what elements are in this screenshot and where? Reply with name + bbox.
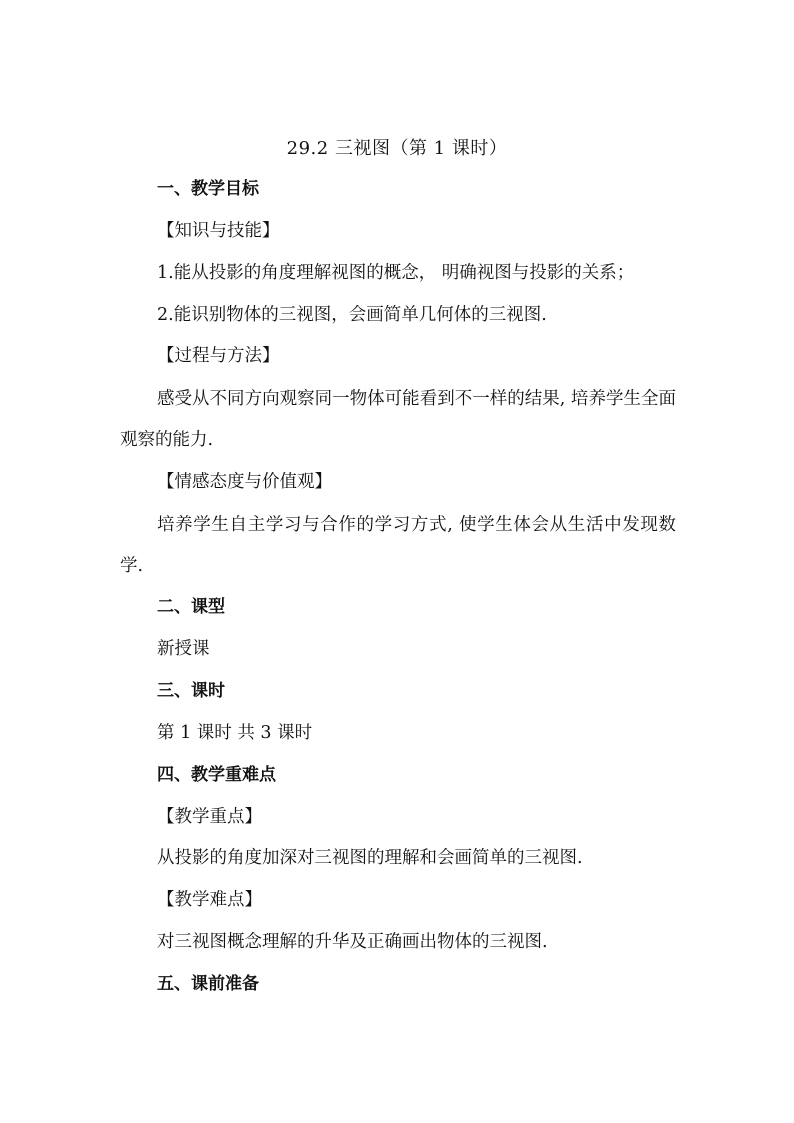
section-heading-key-points: 四、教学重难点 bbox=[157, 765, 276, 785]
section-heading-preparation: 五、课前准备 bbox=[157, 974, 259, 994]
section-heading-lesson-type: 二、课型 bbox=[157, 597, 225, 617]
teaching-focus-text: 从投影的角度加深对三视图的理解和会画简单的三视图. bbox=[157, 848, 583, 868]
knowledge-item-1: 1.能从投影的角度理解视图的概念， 明确视图与投影的关系； bbox=[157, 263, 635, 283]
section-heading-periods: 三、课时 bbox=[157, 681, 225, 701]
document-title: 29.2 三视图（第 1 课时） bbox=[286, 138, 508, 159]
section-heading-objectives: 一、教学目标 bbox=[157, 179, 259, 199]
lesson-type-text: 新授课 bbox=[157, 639, 210, 659]
process-paragraph: 感受从不同方向观察同一物体可能看到不一样的结果, 培养学生全面观察的能力. bbox=[120, 389, 676, 450]
subheading-teaching-difficulty: 【教学难点】 bbox=[157, 890, 262, 910]
teaching-difficulty-text: 对三视图概念理解的升华及正确画出物体的三视图. bbox=[157, 932, 548, 952]
subheading-knowledge-skills: 【知识与技能】 bbox=[157, 221, 280, 241]
knowledge-item-2: 2.能识别物体的三视图，会画简单几何体的三视图. bbox=[157, 305, 547, 325]
subheading-emotion-values: 【情感态度与价值观】 bbox=[157, 472, 332, 492]
subheading-teaching-focus: 【教学重点】 bbox=[157, 807, 262, 827]
emotion-paragraph: 培养学生自主学习与合作的学习方式, 使学生体会从生活中发现数学. bbox=[120, 515, 676, 576]
periods-text: 第 1 课时 共 3 课时 bbox=[157, 723, 313, 743]
subheading-process-methods: 【过程与方法】 bbox=[157, 346, 280, 366]
